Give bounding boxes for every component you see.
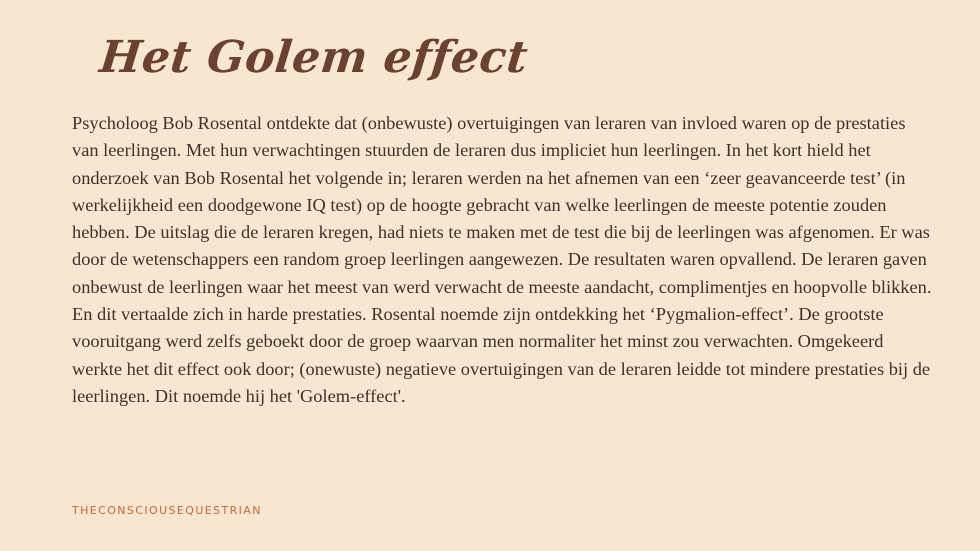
page-title: Het Golem effect [97,32,531,83]
body-paragraph: Psycholoog Bob Rosental ontdekte dat (onbewuste) overtuigingen van leraren van invloed waren op de prestaties van leerlingen. Met hun verwachtingen stuurden de leraren dus impliciet hun leerlingen. In het kort hield het onderzoek van Bob Rosental het volgende in; leraren werden na het afnemen van een ‘zeer geavanceerde test’ (in werkelijkheid een doodgewone IQ test) op de hoogte gebracht van welke leerlingen de meeste potentie zouden hebben. De uitslag die de leraren kregen, had niets te maken met de test die bij de leerlingen was afgenomen. Er was door de wetenschappers een random groep leerlingen aangewezen. De resultaten waren opvallend. De leraren gaven onbewust de leerlingen waar het meest van werd verwacht de meeste aandacht, complimentjes en hoopvolle blikken. En dit vertaalde zich in harde prestaties. Rosental noemde zijn ontdekking het ‘Pygmalion-effect’. De grootste vooruitgang werd zelfs geboekt door de groep waarvan men normaliter het minst zou verwachten. Omgekeerd werkte het dit effect ook door; (onewuste) negatieve overtuigingen van de leraren leidde tot mindere prestaties bij de leerlingen. Dit noemde hij het 'Golem-effect'. [72,113,932,406]
footer-brand: THECONSCIOUSEQUESTRIAN [72,504,262,517]
